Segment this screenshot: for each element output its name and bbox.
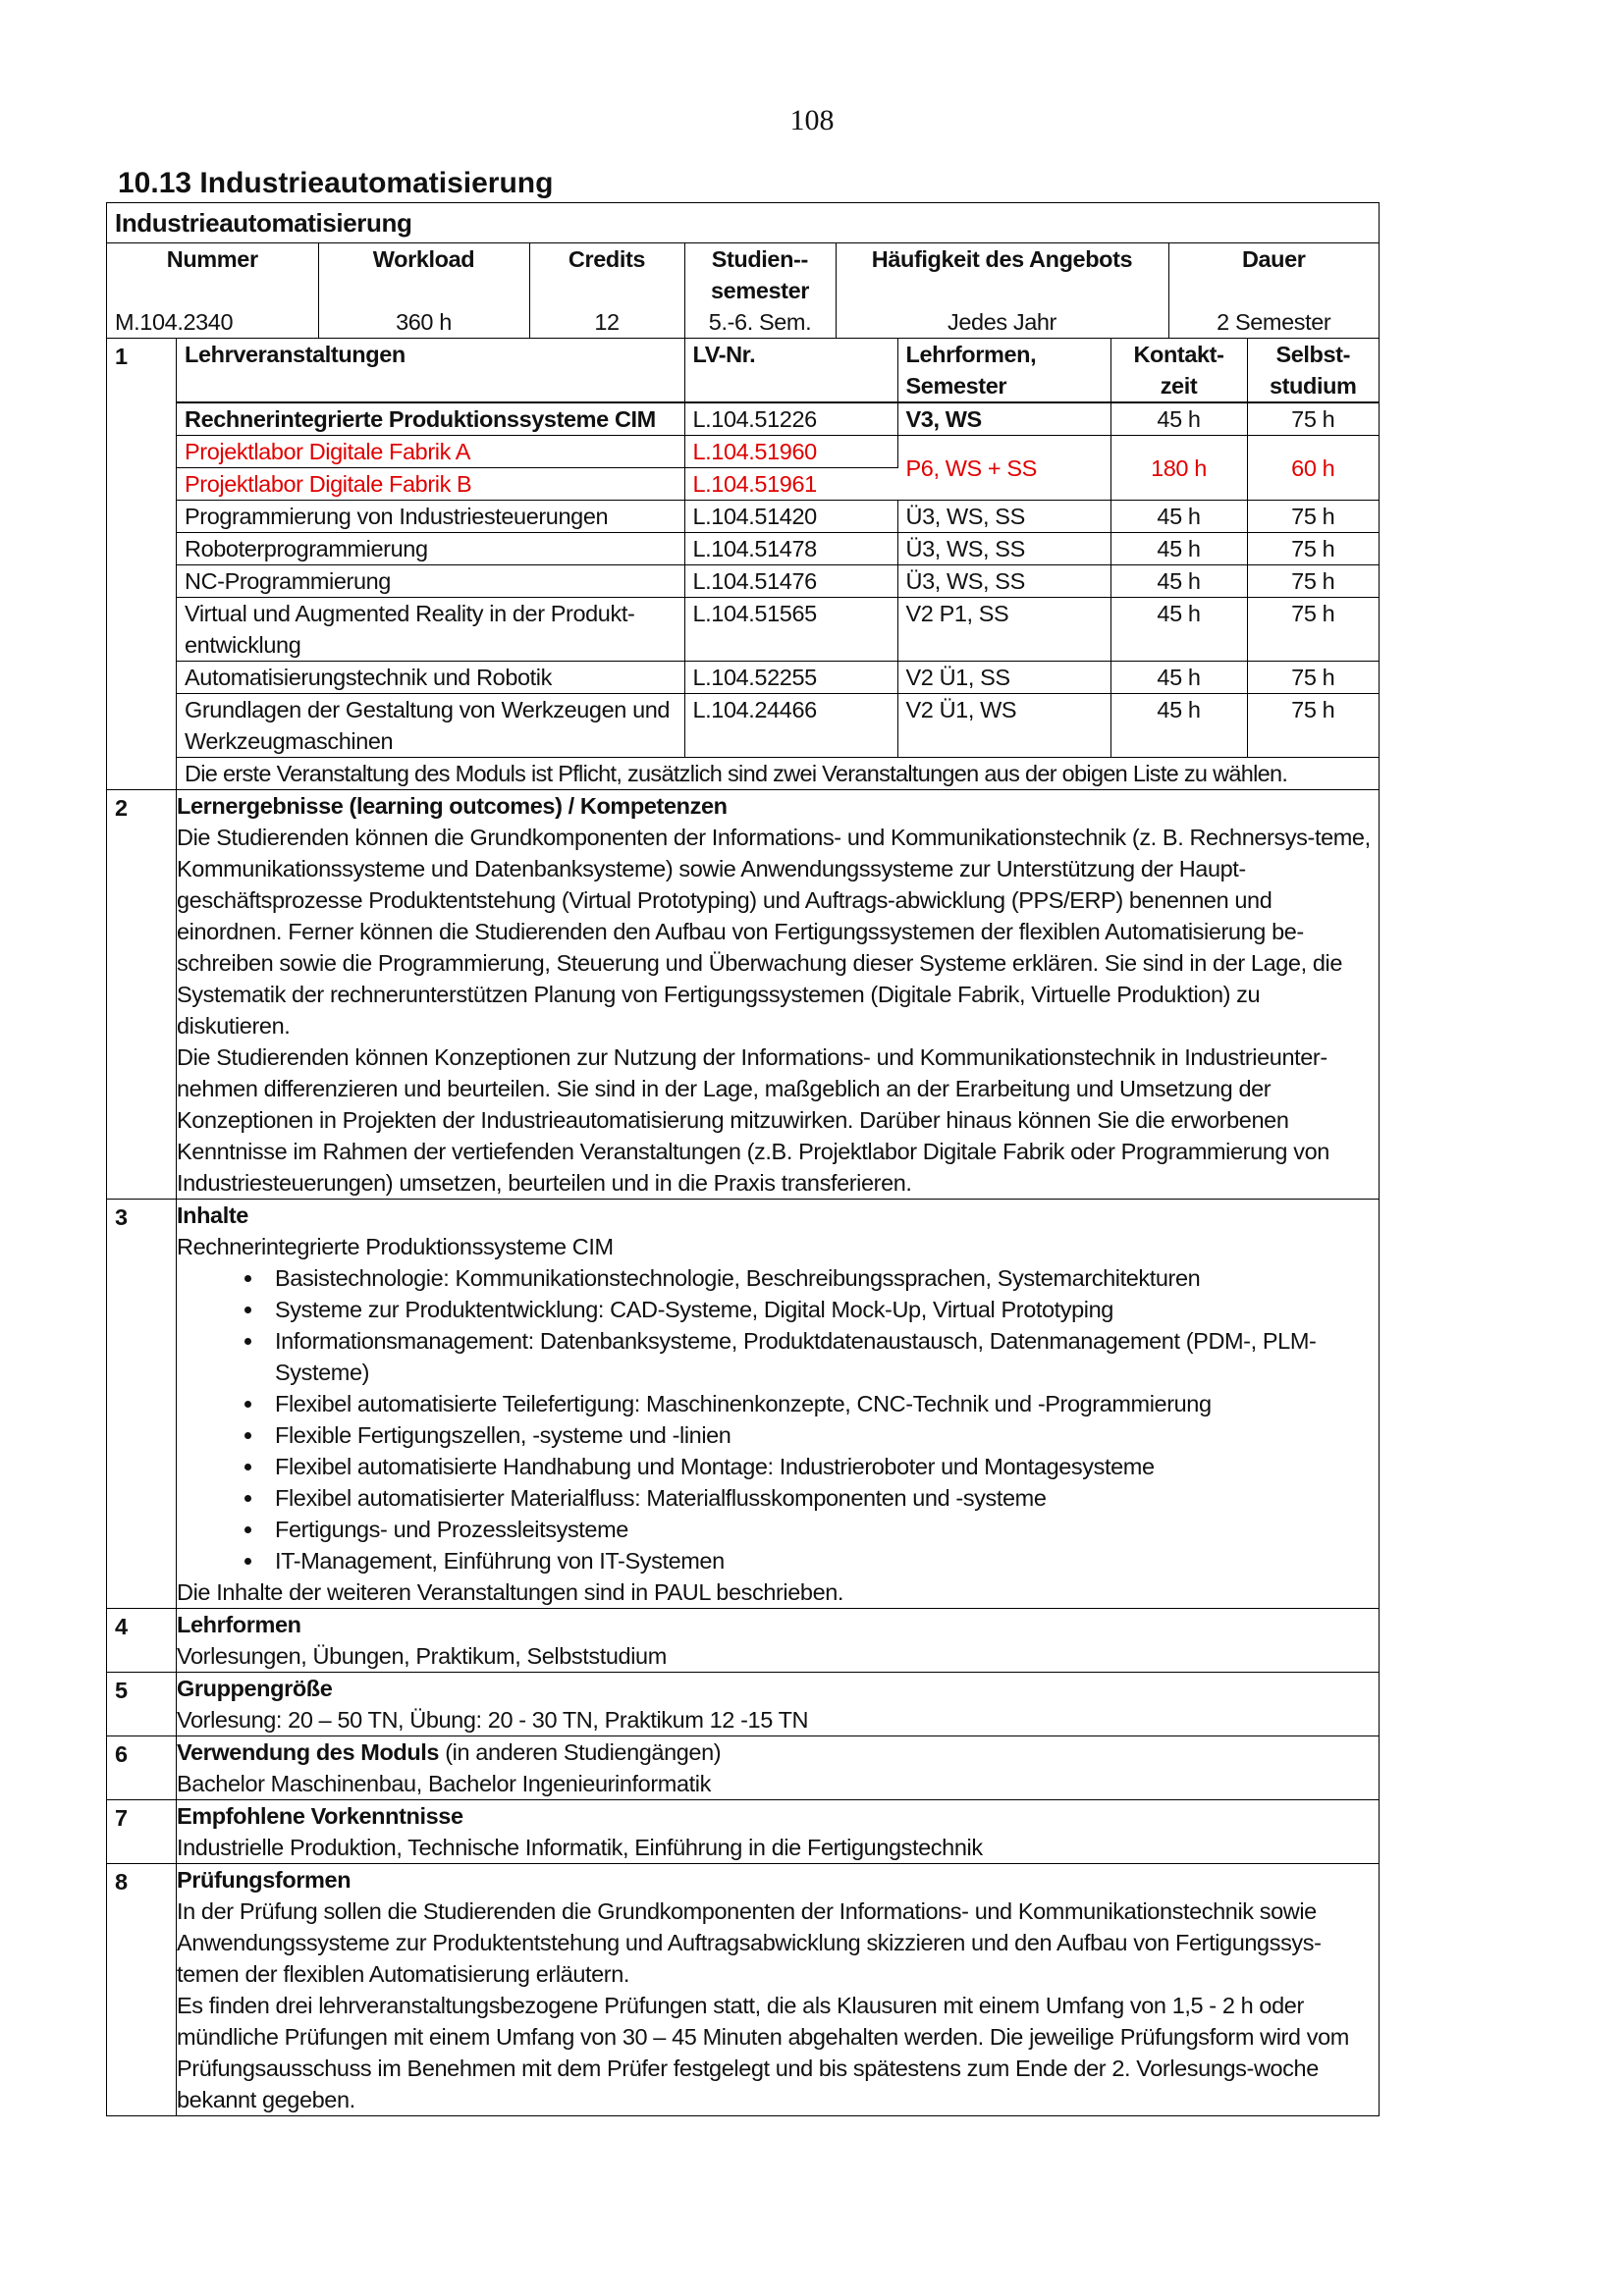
table-cell: V2 Ü1, WS [897, 694, 1110, 758]
table-cell: V2 P1, SS [897, 598, 1110, 662]
list-item: • Flexible Fertigungszellen, -systeme und -linien [265, 1419, 1379, 1451]
table-cell: Virtual und Augmented Reality in der Produkt-entwicklung [177, 598, 684, 662]
table-cell [177, 1673, 1380, 1736]
section-title-suffix: (in anderen Studiengängen) [439, 1739, 722, 1765]
table-cell: 75 h [1247, 598, 1379, 662]
info-nummer: Nummer M.104.2340 [107, 243, 318, 338]
table-cell: P6, WS + SS [897, 436, 1110, 501]
table-cell: 45 h [1110, 533, 1247, 565]
table-cell: 75 h [1247, 501, 1379, 533]
module-table [106, 202, 1380, 2116]
table-cell: L.104.51476 [684, 565, 897, 598]
table-cell: V2 Ü1, SS [897, 662, 1110, 694]
page-number: 108 [789, 104, 835, 136]
table-cell: 45 h [1110, 598, 1247, 662]
table-cell: 75 h [1247, 533, 1379, 565]
courses-note [177, 758, 1379, 790]
section-number: 4 [107, 1609, 177, 1673]
list-item: • Fertigungs- und Prozessleitsysteme [265, 1514, 1379, 1545]
paragraph: Rechnerintegrierte Produktionssysteme CIM [177, 1234, 614, 1259]
table-cell [177, 1736, 1380, 1800]
table-cell: 75 h [1247, 662, 1379, 694]
content-list [177, 1262, 1379, 1576]
section-title: Lehrformen [177, 1612, 301, 1637]
table-cell: Ü3, WS, SS [897, 501, 1110, 533]
paragraph: In der Prüfung sollen die Studierenden die Grundkomponenten der Informations- und Kommunikationstechnik sowie Anwendungssysteme zur Produktentstehung und Auftragsabwicklung skizzieren und den Aufbau von Fertigungssys-temen der flexiblen Automatisierung erläutern. [177, 1898, 1322, 1987]
table-row [177, 501, 1379, 533]
section-number: 7 [107, 1800, 177, 1864]
table-cell: Grundlagen der Gestaltung von Werkzeugen und Werkzeugmaschinen [177, 694, 684, 758]
col-header: LV-Nr. [684, 339, 897, 402]
table-cell: L.104.51478 [684, 533, 897, 565]
section-heading: 10.13 Industrieautomatisierung [118, 167, 554, 199]
col-header: Lehrveranstaltungen [177, 339, 684, 402]
table-cell: V3, WS [897, 402, 1110, 436]
table-row [177, 436, 1379, 468]
section-number: 6 [107, 1736, 177, 1800]
table-cell: L.104.51961 [684, 468, 897, 501]
table-cell: 45 h [1110, 501, 1247, 533]
paragraph: Es finden drei lehrveranstaltungsbezogene Prüfungen statt, die als Klausuren mit einem Umfang von 1,5 - 2 h oder mündliche Prüfungen mit einem Umfang von 30 – 45 Minuten abgehalten werden. Die jeweilige Prüfungsform wird vom Prüfungsausschuss im Benehmen mit dem Prüfer festgelegt und bis spätestens zum Ende der 2. Vorlesungs-woche bekannt gegeben. [177, 1993, 1349, 2112]
table-cell: Rechnerintegrierte Produktionssysteme CIM [177, 402, 684, 436]
table-cell [177, 1200, 1380, 1609]
module-info [107, 243, 1379, 338]
section-number: 1 [107, 339, 177, 790]
paragraph: Die Studierenden können die Grundkomponenten der Informations- und Kommunikationstechnik (z. B. Rechnersys-teme, Kommunikationssysteme und Datenbanksysteme) sowie Anwendungssysteme zur Unterstützung der Haupt-geschäftsprozesse Produktentstehung (Virtual Prototyping) und Auftrags-abwicklung (PPS/ERP) benennen und einordnen. Ferner können die Studierenden den Aufbau von Fertigungssystemen der flexiblen Automatisierung be-schreiben sowie die Programmierung, Steuerung und Überwachung dieser Systeme erklären. Sie sind in der Lage, die Systematik der rechnerunterstützen Planung von Fertigungssystemen (Digitale Fabrik, Virtuelle Produktion) zu diskutieren. [177, 825, 1371, 1039]
courses-header [177, 339, 1379, 402]
table-cell: 45 h [1110, 694, 1247, 758]
col-header: Kontakt-zeit [1110, 339, 1247, 402]
table-cell: 45 h [1110, 662, 1247, 694]
section-number: 5 [107, 1673, 177, 1736]
table-cell: 180 h [1110, 436, 1247, 501]
table-cell: L.104.51226 [684, 402, 897, 436]
info-frequency: Häufigkeit des Angebots Jedes Jahr [836, 243, 1168, 338]
list-item: • IT-Management, Einführung von IT-Systemen [265, 1545, 1379, 1576]
table-cell: L.104.51565 [684, 598, 897, 662]
list-item: • Basistechnologie: Kommunikationstechnologie, Beschreibungssprachen, Systemarchitekturen [265, 1262, 1379, 1294]
info-duration: Dauer 2 Semester [1217, 246, 1331, 335]
section-number: 8 [107, 1864, 177, 2116]
section-title: Prüfungsformen [177, 1867, 352, 1893]
paragraph: Die Inhalte der weiteren Veranstaltungen sind in PAUL beschrieben. [177, 1579, 844, 1605]
table-cell: L.104.51420 [684, 501, 897, 533]
list-item: • Flexibel automatisierter Materialfluss: Materialflusskomponenten und -systeme [265, 1482, 1379, 1514]
table-cell: L.104.51960 [684, 436, 897, 468]
section-8 [107, 1863, 1379, 2115]
table-cell: L.104.24466 [684, 694, 897, 758]
table-cell: 75 h [1247, 565, 1379, 598]
section-title: Empfohlene Vorkenntnisse [177, 1803, 463, 1829]
section-1 [107, 338, 1379, 789]
table-row [177, 598, 1379, 662]
table-cell: Projektlabor Digitale Fabrik A [177, 436, 684, 468]
col-header: Selbst-studium [1247, 339, 1379, 402]
section-3 [107, 1199, 1379, 1608]
paragraph: Industrielle Produktion, Technische Informatik, Einführung in die Fertigungstechnik [177, 1835, 983, 1860]
paragraph: Vorlesungen, Übungen, Praktikum, Selbststudium [177, 1643, 667, 1669]
table-cell: Ü3, WS, SS [897, 533, 1110, 565]
table-cell: Roboterprogrammierung [177, 533, 684, 565]
section-title: Inhalte [177, 1202, 248, 1228]
paragraph: Vorlesung: 20 – 50 TN, Übung: 20 - 30 TN, Praktikum 12 -15 TN [177, 1707, 809, 1733]
table-row [177, 402, 1379, 436]
section-number: 3 [107, 1200, 177, 1609]
list-item: • Informationsmanagement: Datenbanksysteme, Produktdatenaustausch, Datenmanagement (PDM-, PLM-Systeme) [265, 1325, 1379, 1388]
table-row [177, 533, 1379, 565]
table-cell [177, 1800, 1380, 1864]
info-workload: Workload 360 h [318, 243, 529, 338]
table-cell [177, 339, 1380, 790]
table-cell: 45 h [1110, 565, 1247, 598]
table-cell: NC-Programmierung [177, 565, 684, 598]
table-cell [177, 1864, 1380, 2116]
table-cell: Die erste Veranstaltung des Moduls ist Pflicht, zusätzlich sind zwei Veranstaltungen aus der obigen Liste zu wählen. [185, 761, 1288, 786]
table-cell: 45 h [1110, 402, 1247, 436]
section-number: 2 [107, 790, 177, 1200]
table-cell [177, 1609, 1380, 1673]
info-semester: Studien-semester 5.-6. Sem. [684, 243, 836, 338]
paragraph: Die Studierenden können Konzeptionen zur Nutzung der Informations- und Kommunikationstechnik in Industrieunter-nehmen differenzieren und beurteilen. Sie sind in der Lage, maßgeblich an der Erarbeitung und Umsetzung der Konzeptionen in Projekten der Industrieautomatisierung mitzuwirken. Darüber hinaus können Sie die erworbenen Kenntnisse im Rahmen der vertiefenden Veranstaltungen (z.B. Projektlabor Digitale Fabrik oder Programmierung von Industriesteuerungen) umsetzen, beurteilen und in die Praxis transferieren. [177, 1044, 1329, 1196]
section-7 [107, 1799, 1379, 1863]
table-cell: Projektlabor Digitale Fabrik B [177, 468, 684, 501]
col-header: Lehrformen, Semester [897, 339, 1110, 402]
table-row [177, 565, 1379, 598]
table-cell: Automatisierungstechnik und Robotik [177, 662, 684, 694]
table-cell [177, 790, 1380, 1200]
section-4 [107, 1608, 1379, 1672]
section-6 [107, 1735, 1379, 1799]
section-2 [107, 789, 1379, 1199]
list-item: • Flexibel automatisierte Handhabung und Montage: Industrieroboter und Montagesysteme [265, 1451, 1379, 1482]
paragraph: Bachelor Maschinenbau, Bachelor Ingenieurinformatik [177, 1771, 711, 1796]
table-row [177, 662, 1379, 694]
info-credits: Credits 12 [529, 243, 684, 338]
module-title: Industrieautomatisierung [107, 203, 1379, 243]
table-cell: Ü3, WS, SS [897, 565, 1110, 598]
table-cell: Programmierung von Industriesteuerungen [177, 501, 684, 533]
list-item: • Systeme zur Produktentwicklung: CAD-Systeme, Digital Mock-Up, Virtual Prototyping [265, 1294, 1379, 1325]
table-row [177, 694, 1379, 758]
table-cell: 60 h [1247, 436, 1379, 501]
table-cell: L.104.52255 [684, 662, 897, 694]
list-item: • Flexibel automatisierte Teilefertigung: Maschinenkonzepte, CNC-Technik und -Programmierung [265, 1388, 1379, 1419]
table-cell: 75 h [1247, 402, 1379, 436]
table-cell: 75 h [1247, 694, 1379, 758]
section-title: Lernergebnisse (learning outcomes) / Kompetenzen [177, 793, 728, 819]
section-5 [107, 1672, 1379, 1735]
section-title: Gruppengröße [177, 1676, 333, 1701]
courses-table [177, 339, 1379, 789]
section-title: Verwendung des Moduls [177, 1739, 440, 1765]
